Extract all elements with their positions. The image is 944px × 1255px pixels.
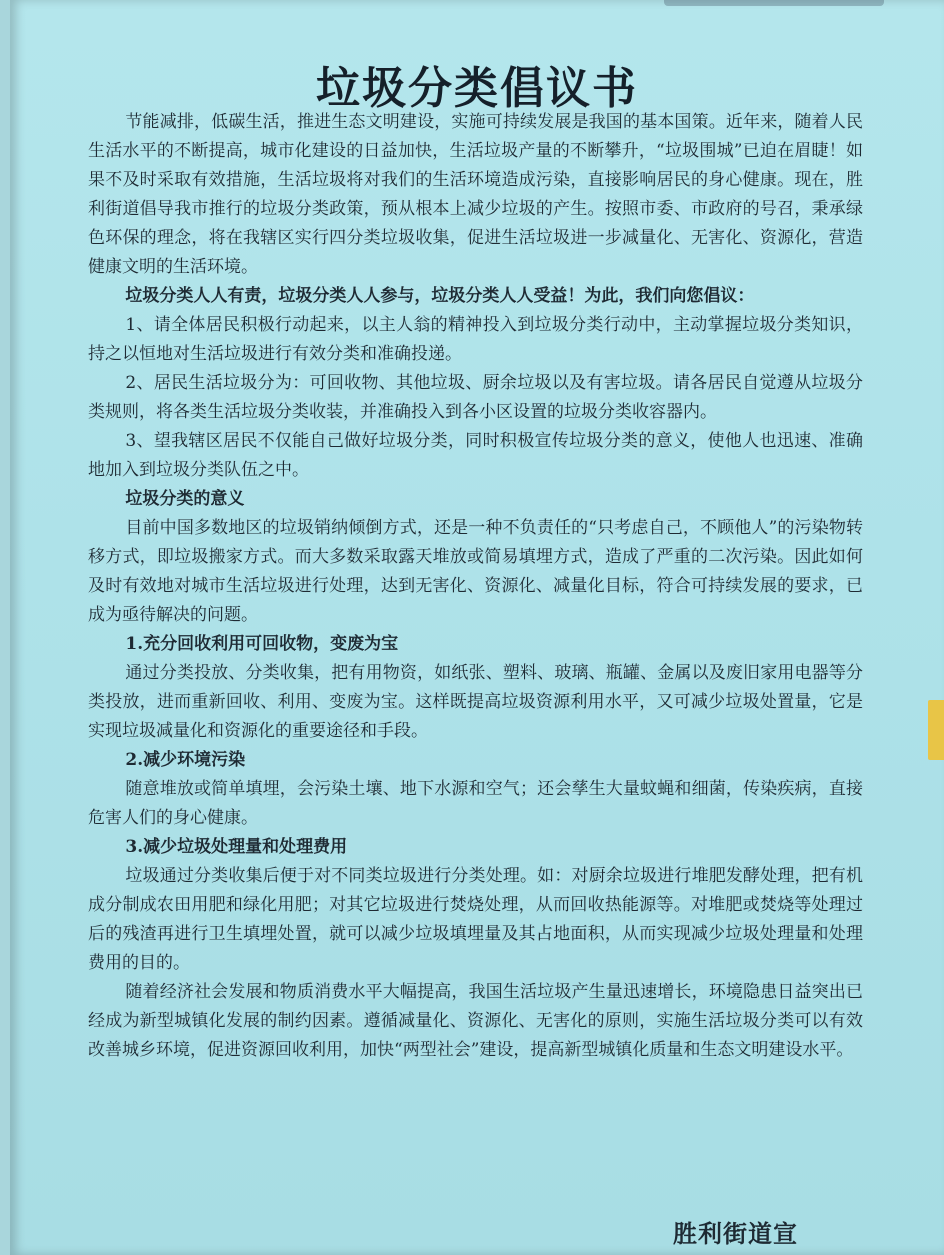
background-object — [928, 700, 944, 760]
subheading-recycle: 1.充分回收利用可回收物，变废为宝 — [125, 634, 399, 654]
pollution-paragraph: 随意堆放或简单填埋，会污染土壤、地下水源和空气；还会孳生大量蚊蝇和细菌，传染疾病，直接危害人们的身心健康。 — [88, 779, 863, 828]
section-heading-significance: 垃圾分类的意义 — [125, 489, 245, 509]
subheading-cost: 3.减少垃圾处理量和处理费用 — [125, 837, 348, 857]
intro-paragraph: 节能减排，低碳生活，推进生态文明建设，实施可持续发展是我国的基本国策。近年来，随着人民生活水平的不断提高，城市化建设的日益加快，生活垃圾产量的不断攀升，“垃圾围城”已迫在眉睫！如果不及时采取有效措施，生活垃圾将对我们的生活环境造成污染，直接影响居民的身心健康。现在，胜利街道倡导我市推行的垃圾分类政策，预从根本上减少垃圾的产生。按照市委、市政府的号召，秉承绿色环保的理念，将在我辖区实行四分类垃圾收集，促进生活垃圾进一步减量化、无害化、资源化，营造健康文明的生活环境。 — [88, 112, 863, 277]
document-body — [88, 108, 863, 1065]
proposal-2: 2、居民生活垃圾分为：可回收物、其他垃圾、厨余垃圾以及有害垃圾。请各居民自觉遵从垃圾分类规则，将各类生活垃圾分类收装，并准确投入到各小区设置的垃圾分类收容器内。 — [88, 373, 863, 422]
proposal-3: 3、望我辖区居民不仅能自己做好垃圾分类，同时积极宣传垃圾分类的意义，使他人也迅速、准确地加入到垃圾分类队伍之中。 — [88, 431, 863, 480]
closing-paragraph: 随着经济社会发展和物质消费水平大幅提高，我国生活垃圾产生量迅速增长，环境隐患日益突出已经成为新型城镇化发展的制约因素。遵循减量化、资源化、无害化的原则，实施生活垃圾分类可以有效改善城乡环境，促进资源回收利用，加快“两型社会”建设，提高新型城镇化质量和生态文明建设水平。 — [88, 982, 863, 1060]
document-title: 垃圾分类倡议书 — [316, 63, 638, 114]
cost-paragraph: 垃圾通过分类收集后便于对不同类垃圾进行分类处理。如：对厨余垃圾进行堆肥发酵处理，把有机成分制成农田用肥和绿化用肥；对其它垃圾进行焚烧处理，从而回收热能源等。对堆肥或焚烧等处理过后的残渣再进行卫生填埋处置，就可以减少垃圾填埋量及其占地面积，从而实现减少垃圾处理量和处理费用的目的。 — [88, 866, 863, 973]
signature: 胜利街道宣 — [673, 1219, 798, 1248]
poster-sheet — [10, 0, 944, 1255]
recycle-paragraph: 通过分类投放、分类收集，把有用物资，如纸张、塑料、玻璃、瓶罐、金属以及废旧家用电器等分类投放，进而重新回收、利用、变废为宝。这样既提高垃圾资源利用水平，又可减少垃圾处置量，它是实现垃圾减量化和资源化的重要途径和手段。 — [88, 663, 863, 741]
proposal-1: 1、请全体居民积极行动起来，以主人翁的精神投入到垃圾分类行动中，主动掌握垃圾分类知识，持之以恒地对生活垃圾进行有效分类和准确投递。 — [88, 315, 863, 364]
call-to-action: 垃圾分类人人有责，垃圾分类人人参与，垃圾分类人人受益！为此，我们向您倡议： — [125, 286, 755, 306]
significance-paragraph: 目前中国多数地区的垃圾销纳倾倒方式，还是一种不负责任的“只考虑自己，不顾他人”的污染物转移方式，即垃圾搬家方式。而大多数采取露天堆放或简易填埋方式，造成了严重的二次污染。因此如何及时有效地对城市生活垃圾进行处理，达到无害化、资源化、减量化目标，符合可持续发展的要求，已成为亟待解决的问题。 — [88, 518, 863, 625]
top-edge-shadow — [664, 0, 884, 6]
subheading-pollution: 2.减少环境污染 — [125, 750, 246, 770]
